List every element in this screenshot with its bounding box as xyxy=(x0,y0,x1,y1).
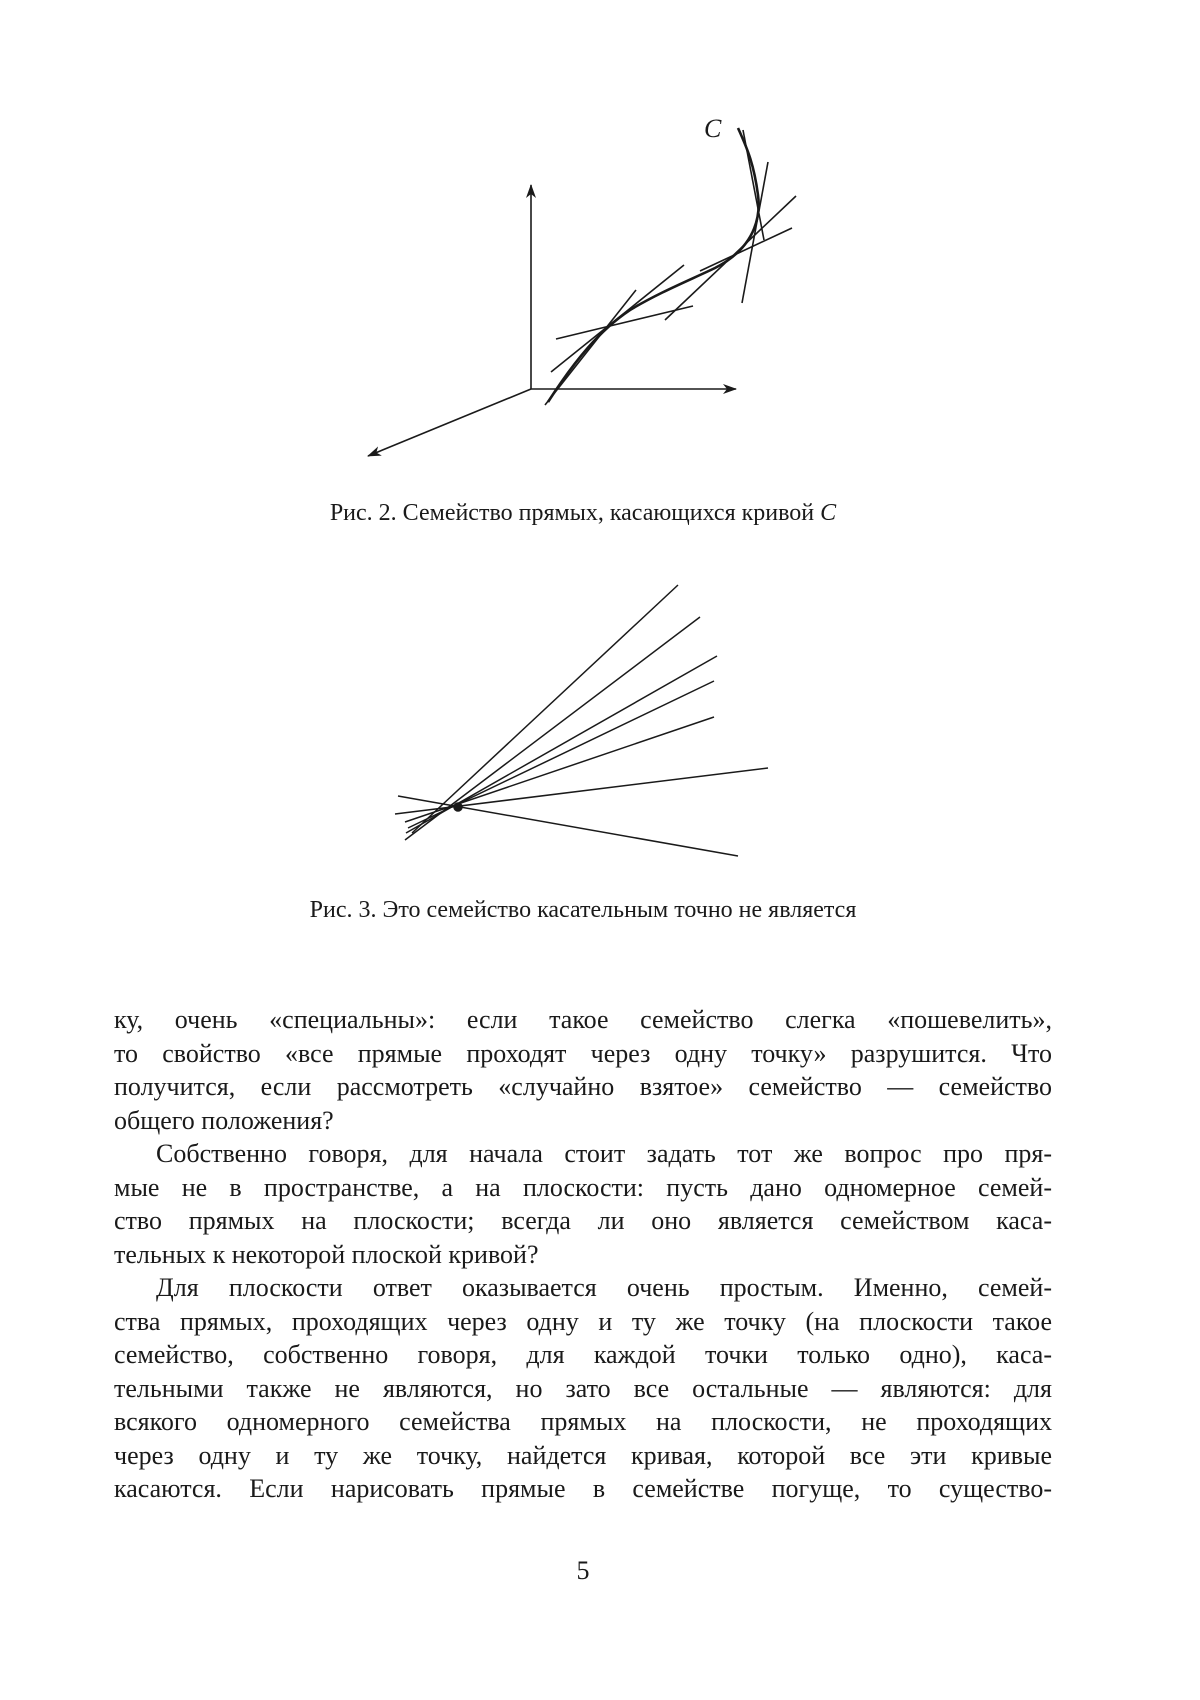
text-line: через одну и ту же точку, найдется кривая, которой все эти кривые xyxy=(114,1439,1052,1473)
text-line: семейство, собственно говоря, для каждой точки только одно), каса- xyxy=(114,1338,1052,1372)
text-line: всякого одномерного семейства прямых на плоскости, не проходящих xyxy=(114,1405,1052,1439)
curve-label: C xyxy=(704,114,722,143)
text-line: общего положения? xyxy=(114,1104,1052,1138)
tangent-line xyxy=(665,196,796,320)
text-line: ку, очень «специальны»: если такое семейство слегка «пошевелить», xyxy=(114,1003,1052,1037)
tangent-line xyxy=(545,290,636,405)
figure-2-caption xyxy=(0,500,1166,527)
caption-italic: C xyxy=(820,500,836,526)
caption-text: Рис. 2. Семейство прямых, касающихся кривой xyxy=(330,500,820,526)
text-line: Собственно говоря, для начала стоит задать тот же вопрос про пря- xyxy=(114,1137,1052,1171)
text-line: Для плоскости ответ оказывается очень простым. Именно, семей- xyxy=(114,1271,1052,1305)
text-line: ство прямых на плоскости; всегда ли оно является семейством каса- xyxy=(114,1204,1052,1238)
text-line: мые не в пространстве, а на плоскости: пусть дано одномерное семей- xyxy=(114,1171,1052,1205)
page-number: 5 xyxy=(0,1556,1166,1586)
pencil-line xyxy=(398,796,738,856)
x-axis xyxy=(368,389,531,456)
body-text xyxy=(114,1003,1052,1506)
common-point xyxy=(454,803,462,811)
tangent-line xyxy=(743,130,764,240)
tangent-line xyxy=(551,265,684,372)
text-line: ства прямых, проходящих через одну и ту же точку (на плоскости такое xyxy=(114,1305,1052,1339)
text-line: получится, если рассмотреть «случайно взятое» семейство — семейство xyxy=(114,1070,1052,1104)
pencil-line xyxy=(405,717,714,822)
tangent-line xyxy=(700,228,792,271)
figure-2 xyxy=(368,128,796,456)
text-line: тельных к некоторой плоской кривой? xyxy=(114,1238,1052,1272)
text-line: тельными также не являются, но зато все остальные — являются: для xyxy=(114,1372,1052,1406)
text-line: касаются. Если нарисовать прямые в семействе погуще, то существо- xyxy=(114,1472,1052,1506)
text-line: то свойство «все прямые проходят через одну точку» разрушится. Что xyxy=(114,1037,1052,1071)
tangent-line xyxy=(556,306,693,339)
figure-3 xyxy=(395,585,768,856)
pencil-line xyxy=(395,768,768,814)
figure-3-caption: Рис. 3. Это семейство касательным точно не является xyxy=(0,897,1166,924)
